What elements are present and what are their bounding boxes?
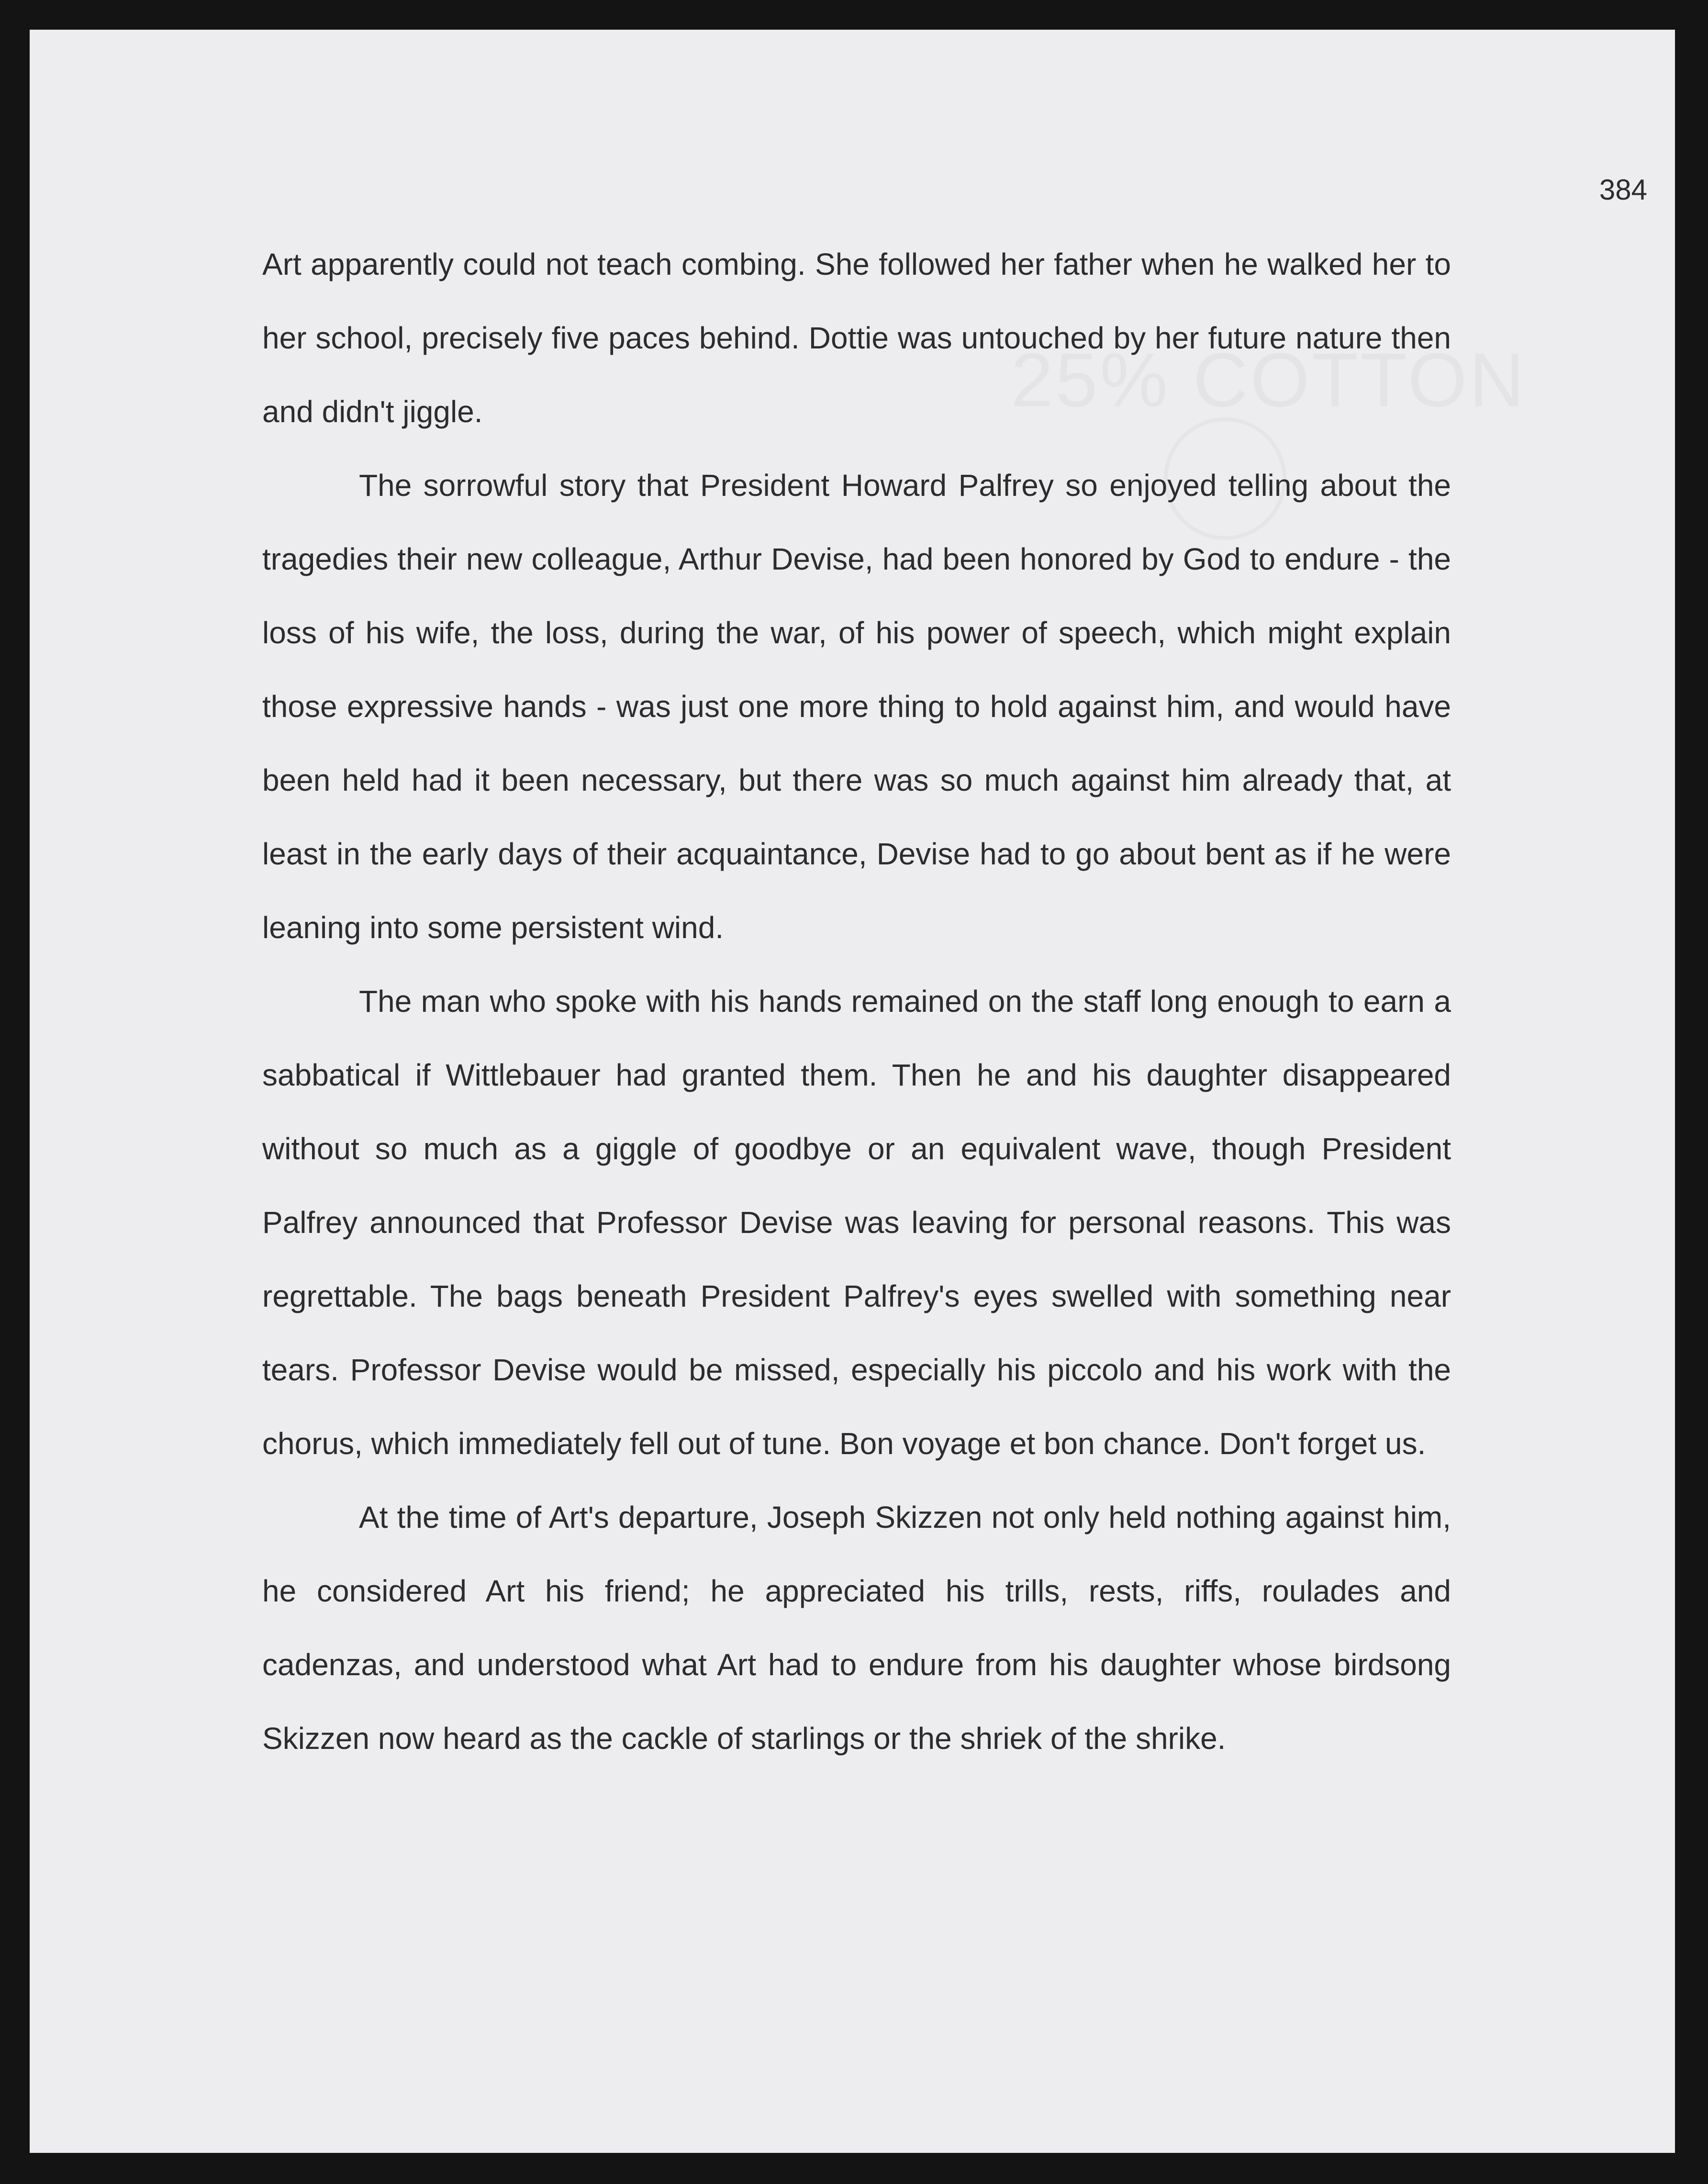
paragraph-1: Art apparently could not teach combing. She followed her father when he walked her to her school, precisely five paces behind. Dottie was untouched by her future nature then and didn't jiggle. [262, 247, 1451, 429]
paragraph-4: At the time of Art's departure, Joseph Skizzen not only held nothing against him, he considered Art his friend; he appreciated his trills, rests, riffs, roulades and cadenzas, and understood what Art had to endure from his daughter whose birdsong Skizzen now heard as the cackle of starlings or the shriek of the shrike. [262, 1500, 1451, 1756]
body-text [262, 227, 1451, 1775]
page-number: 384 [1599, 174, 1647, 206]
paragraph-2: The sorrowful story that President Howard Palfrey so enjoyed telling about the tragedies their new colleague, Arthur Devise, had been honored by God to endure - the loss of his wife, the loss, during the war, of his power of speech, which might explain those expressive hands - was just one more thing to hold against him, and would have been held had it been necessary, but there was so much against him already that, at least in the early days of their acquaintance, Devise had to go about bent as if he were leaning into some persistent wind. [262, 468, 1451, 945]
paragraph-3: The man who spoke with his hands remained on the staff long enough to earn a sabbatical if Wittlebauer had granted them. Then he and his daughter disappeared without so much as a giggle of goodbye or an equivalent wave, though President Palfrey announced that Professor Devise was leaving for personal reasons. This was regrettable. The bags beneath President Palfrey's eyes swelled with something near tears. Professor Devise would be missed, especially his piccolo and his work with the chorus, which immediately fell out of tune. Bon voyage et bon chance. Don't forget us. [262, 984, 1451, 1461]
document-page [30, 30, 1675, 2153]
